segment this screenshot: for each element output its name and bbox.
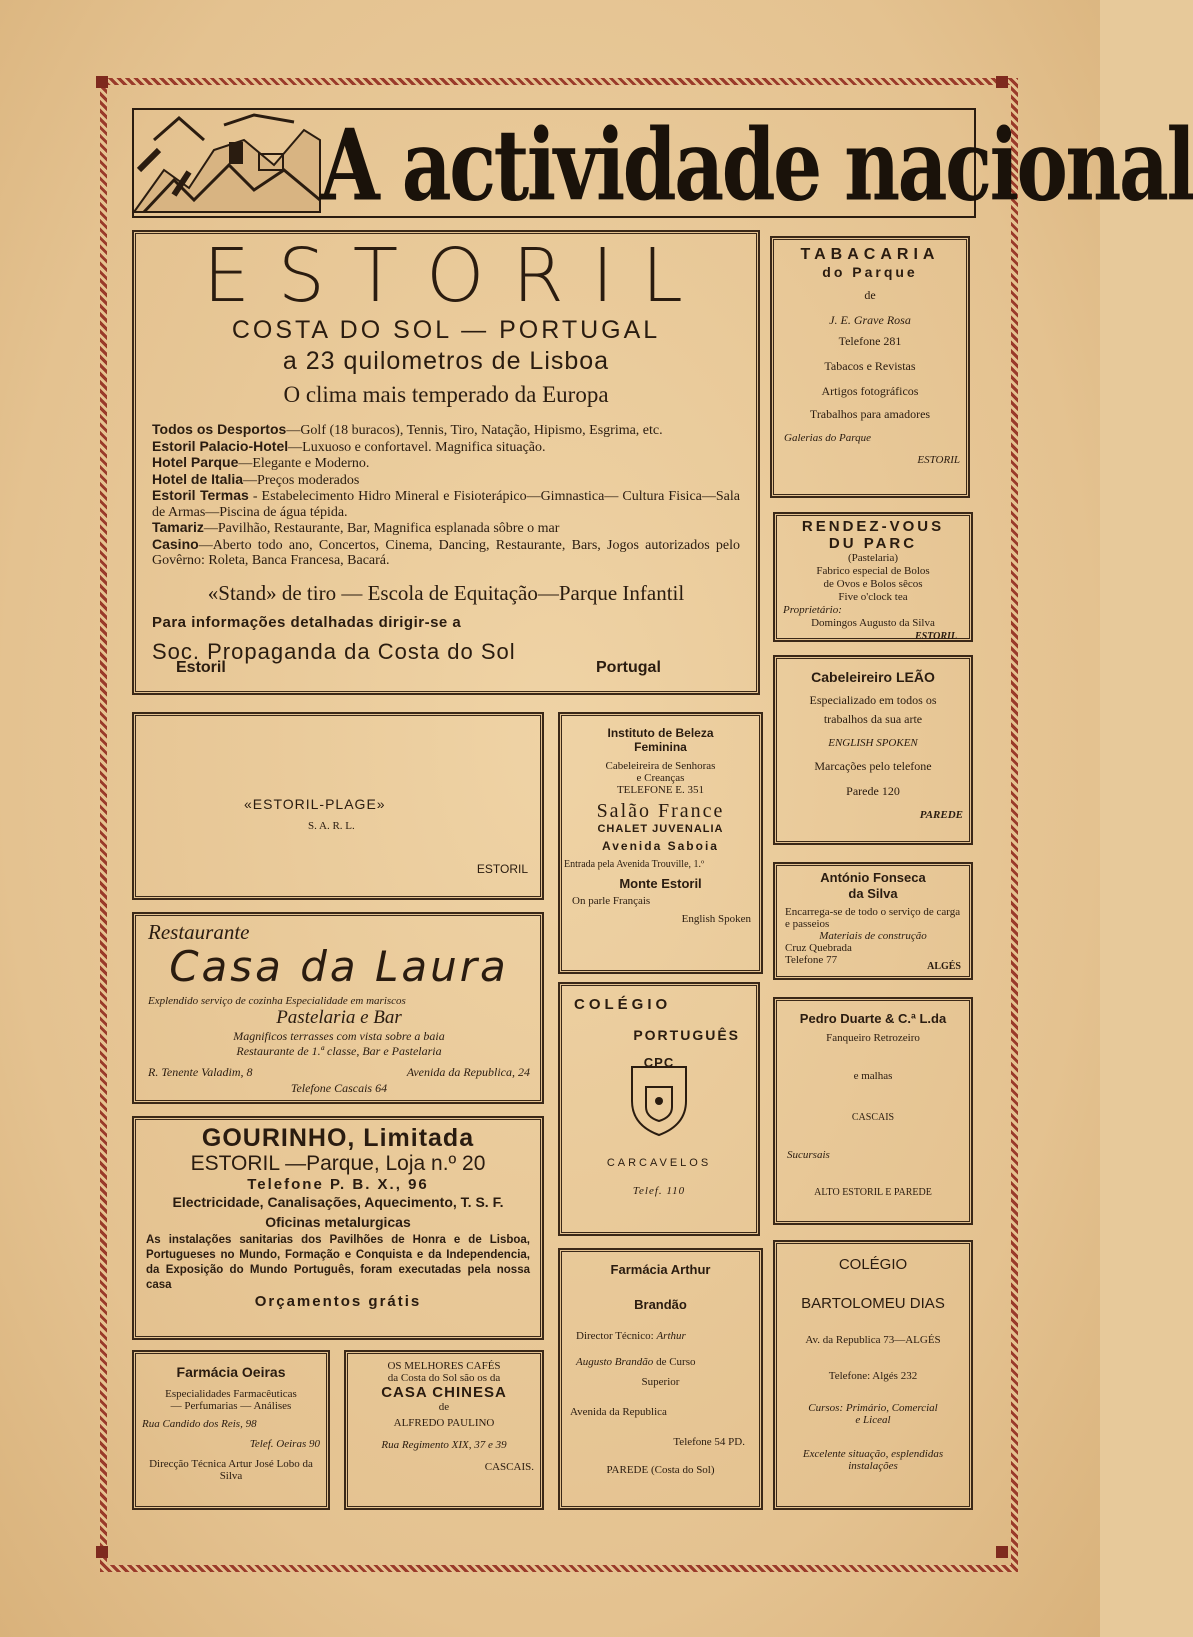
ad-title: DU PARC [828,535,918,552]
ad-text: e Creanças [636,772,685,784]
ad-text: Rua Regimento XIX, 37 e 39 [381,1439,507,1451]
ad-text: Domingos Augusto da Silva [811,617,935,629]
ad-title: Instituto de Beleza [607,726,714,740]
corner-ornament [996,1546,1008,1558]
ad-text: Avenida Saboia [602,839,719,853]
ad-title: Casa da Laura [169,942,509,991]
attraction-line: Hotel Parque—Elegante e Moderno. [152,454,370,471]
estoril-stand: «Stand» de tiro — Escola de Equitação—Parque Infantil [207,580,685,605]
ad-text: Orçamentos grátis [254,1293,422,1310]
ad-text: Fanqueiro Retrozeiro [826,1032,920,1044]
ad-text: Encarrega-se de todo o serviço de carga e passeios [785,906,961,930]
ad-title: COLÉGIO [838,1256,908,1273]
estoril-climate: O clima mais temperado da Europa [283,382,609,407]
ad-addresses [148,1065,530,1081]
antonio-fonseca-ad [773,862,973,980]
ad-text: ALTO ESTORIL E PAREDE [814,1187,932,1198]
ad-text: Director Técnico: Arthur [576,1330,686,1342]
ad-title: Cabeleireiro LEÃO [811,669,935,685]
tabacaria-ad [770,236,970,498]
ad-text: Galerias do Parque [784,432,871,444]
ad-subtitle: do Parque [822,264,918,280]
attraction-line: Todos os Desportos—Golf (18 buracos), Tennis, Tiro, Natação, Hipismo, Esgrima, etc. [152,421,663,438]
ad-text: Avenida da Republica, 24 [406,1065,530,1079]
ad-text: Artigos fotográficos [821,384,919,398]
ad-title: Farmácia Oeiras [176,1364,286,1380]
ad-text: R. Tenente Valadim, 8 [148,1065,253,1079]
corner-ornament [96,76,108,88]
ad-title: PORTUGUÊS [633,1027,740,1043]
ad-text: Five o'clock tea [838,591,908,603]
ad-text: S. A. R. L. [308,820,355,832]
ad-title: «ESTORIL-PLAGE» [244,796,386,812]
estoril-name: ESTORIL [203,233,711,319]
ad-text: e Liceal [855,1414,891,1426]
ad-title: CASA CHINESA [381,1384,507,1401]
ad-text: Rua Candido dos Reis, 98 [142,1418,257,1430]
ad-title: BARTOLOMEU DIAS [801,1295,945,1312]
ad-text: e malhas [853,1070,893,1082]
instituto-beleza-ad [558,712,763,974]
attraction-line: Estoril Termas - Estabelecimento Hidro Mineral e Fisioterápico—Gimnastica— Cultura Fisica—Sala de Armas—Piscina de água tépida. [152,487,740,520]
ad-text: trabalhos da sua arte [823,712,923,726]
ad-text: Parede 120 [846,784,900,798]
ad-text: As instalações sanitarias dos Pavilhões de Honra e de Lisboa, Portugueses no Mundo, Formação e Conquista e da Independencia, da Exposição do Mundo Português, foram executadas pela nossa casa [146,1234,530,1291]
ad-title: da Silva [848,886,898,901]
ad-text: — Perfumarias — Análises [170,1400,292,1412]
ad-text: (Pastelaria) [847,552,899,564]
estoril-info: Para informações detalhadas dirigir-se a [152,613,462,631]
ad-kicker: Restaurante [148,920,250,944]
crest-letters: CPC [643,1055,675,1070]
ad-text: da Costa do Sol são os da [387,1372,501,1384]
colegio-bartolomeu-ad [773,1240,973,1510]
ad-text: Magnificos terrasses com vista sobre a baia [233,1029,445,1043]
ad-text: CASCAIS [851,1112,895,1123]
ad-text: Telefone 77 [785,954,838,966]
ad-text: Cursos: Primário, Comercial [808,1402,938,1414]
rendez-vous-ad [773,512,973,642]
ad-subtitle: Pastelaria e Bar [276,1007,402,1028]
ad-text: Direcção Técnica Artur José Lobo da Silva [149,1458,313,1482]
farmacia-oeiras-ad [132,1350,330,1510]
school-crest [560,1051,758,1137]
estoril-distance: a 23 quilometros de Lisboa [282,347,610,375]
ad-text: ESTORIL [914,631,957,642]
ad-text: CASCAIS. [484,1461,534,1473]
ad-subtitle: ESTORIL —Parque, Loja n.º 20 [190,1152,486,1175]
ad-text: Entrada pela Avenida Trouville, 1.º [564,859,705,870]
estoril-society: Soc. Propaganda da Costa do Sol [152,638,516,664]
attraction-line: Hotel de Italia—Preços moderados [152,470,360,488]
ad-text: Telefone Cascais 64 [290,1081,388,1095]
ad-text: Cabeleireira de Senhoras [605,760,716,772]
estoril-attractions [134,412,758,569]
ad-text: Especializado em todos os [809,693,937,707]
ad-text: ESTORIL [917,454,960,466]
ad-text: Av. da Republica 73—ALGÉS [805,1334,941,1346]
attraction-line: Casino—Aberto todo ano, Concertos, Cinema, Dancing, Restaurante, Bars, Jogos autorizados pelo Govêrno: Roleta, Banca Francesa, Bacará. [152,535,740,568]
ad-title: Brandão [634,1297,687,1312]
casa-chinesa-ad [344,1350,544,1510]
ad-text: Avenida da Republica [570,1406,667,1418]
ad-text: English Spoken [681,913,751,925]
ad-text: CARCAVELOS [606,1157,712,1169]
attraction-line: Estoril Palacio-Hotel—Luxuoso e confortavel. Magnifica situação. [152,437,546,455]
ad-text: de [864,288,876,302]
masthead [132,108,1193,224]
ad-text: de [438,1401,450,1413]
estoril-footer-right: Portugal [596,659,661,676]
ad-title: GOURINHO, Limitada [201,1124,475,1152]
ad-text: J. E. Grave Rosa [829,313,911,327]
estoril-ad [132,230,760,695]
ad-text: Telefone P. B. X., 96 [247,1176,429,1193]
ad-text: OS MELHORES CAFÉS [387,1360,501,1372]
ad-text: Augusto Brandão de Curso [576,1356,696,1368]
ad-text: Oficinas metalurgicas [265,1214,411,1230]
ad-title: TABACARIA [800,246,940,263]
ad-text: de Ovos e Bolos sêcos [823,578,923,590]
ad-text: Telefone 54 PD. [673,1436,745,1448]
ad-title: COLÉGIO [574,996,672,1013]
ad-title: Pedro Duarte & C.ª L.da [799,1011,947,1026]
ad-text: Trabalhos para amadores [809,407,931,421]
landscape-illustration-icon [134,110,320,212]
ad-text: Restaurante de 1.ª classe, Bar e Pastelaria [236,1044,442,1058]
corner-ornament [96,1546,108,1558]
ad-text: Monte Estoril [619,876,702,891]
ad-text: Sucursais [787,1149,830,1161]
ad-text: Fabrico especial de Bolos [816,565,930,577]
ad-text: ESTORIL [476,862,528,876]
ad-text: Marcações pelo telefone [814,759,932,773]
ad-text: Cruz Quebrada [785,942,852,954]
ad-text: Especialidades Farmacêuticas [165,1388,297,1400]
estoril-subtitle: COSTA DO SOL — PORTUGAL [231,316,661,344]
masthead-title: A actividade nacional [320,108,1193,224]
estoril-plage-ad [132,712,544,900]
ad-text: Excelente situação, esplendidas instalações [802,1448,944,1472]
ad-text: Superior [641,1376,680,1388]
ad-text: PAREDE [919,809,963,821]
ad-text: Telefone 281 [838,334,902,348]
ad-title: Salão France [596,800,725,822]
ad-title: Farmácia Arthur [610,1262,711,1277]
ad-text: Electricidade, Canalisações, Aquecimento, T. S. F. [172,1194,504,1210]
ad-text: Telef. Oeiras 90 [249,1438,320,1450]
ad-title: RENDEZ-VOUS [801,518,945,535]
attraction-line: Tamariz—Pavilhão, Restaurante, Bar, Magnifica esplanada sôbre o mar [152,519,560,536]
ad-text: ALFREDO PAULINO [393,1417,495,1429]
casa-laura-ad [132,912,544,1104]
ad-title: António Fonseca [820,870,926,885]
corner-ornament [996,76,1008,88]
ad-text: On parle Français [572,895,651,907]
ad-text: Proprietário: [783,604,842,616]
ad-text: Telef. 110 [632,1185,686,1197]
ad-text: TELEFONE E. 351 [616,784,705,796]
ad-text: ENGLISH SPOKEN [828,737,918,749]
ad-text: Tabacos e Revistas [824,359,916,373]
estoril-footer-left: Estoril [176,659,226,676]
ad-text: Materiais de construção [819,930,927,942]
colegio-portugues-ad [558,982,760,1236]
farmacia-arthur-ad [558,1248,763,1510]
ad-text: ALGÉS [927,961,961,972]
ad-text: PAREDE (Costa do Sol) [606,1464,715,1476]
ad-text: CHALET JUVENALIA [597,823,724,835]
ad-text: Telefone: Algés 232 [828,1370,918,1382]
ad-title: Feminina [634,740,687,754]
ad-text: Explendido serviço de cozinha Especialidade em mariscos [148,995,406,1007]
cabeleireiro-ad [773,655,973,845]
gourinho-ad [132,1116,544,1340]
pedro-duarte-ad [773,997,973,1225]
